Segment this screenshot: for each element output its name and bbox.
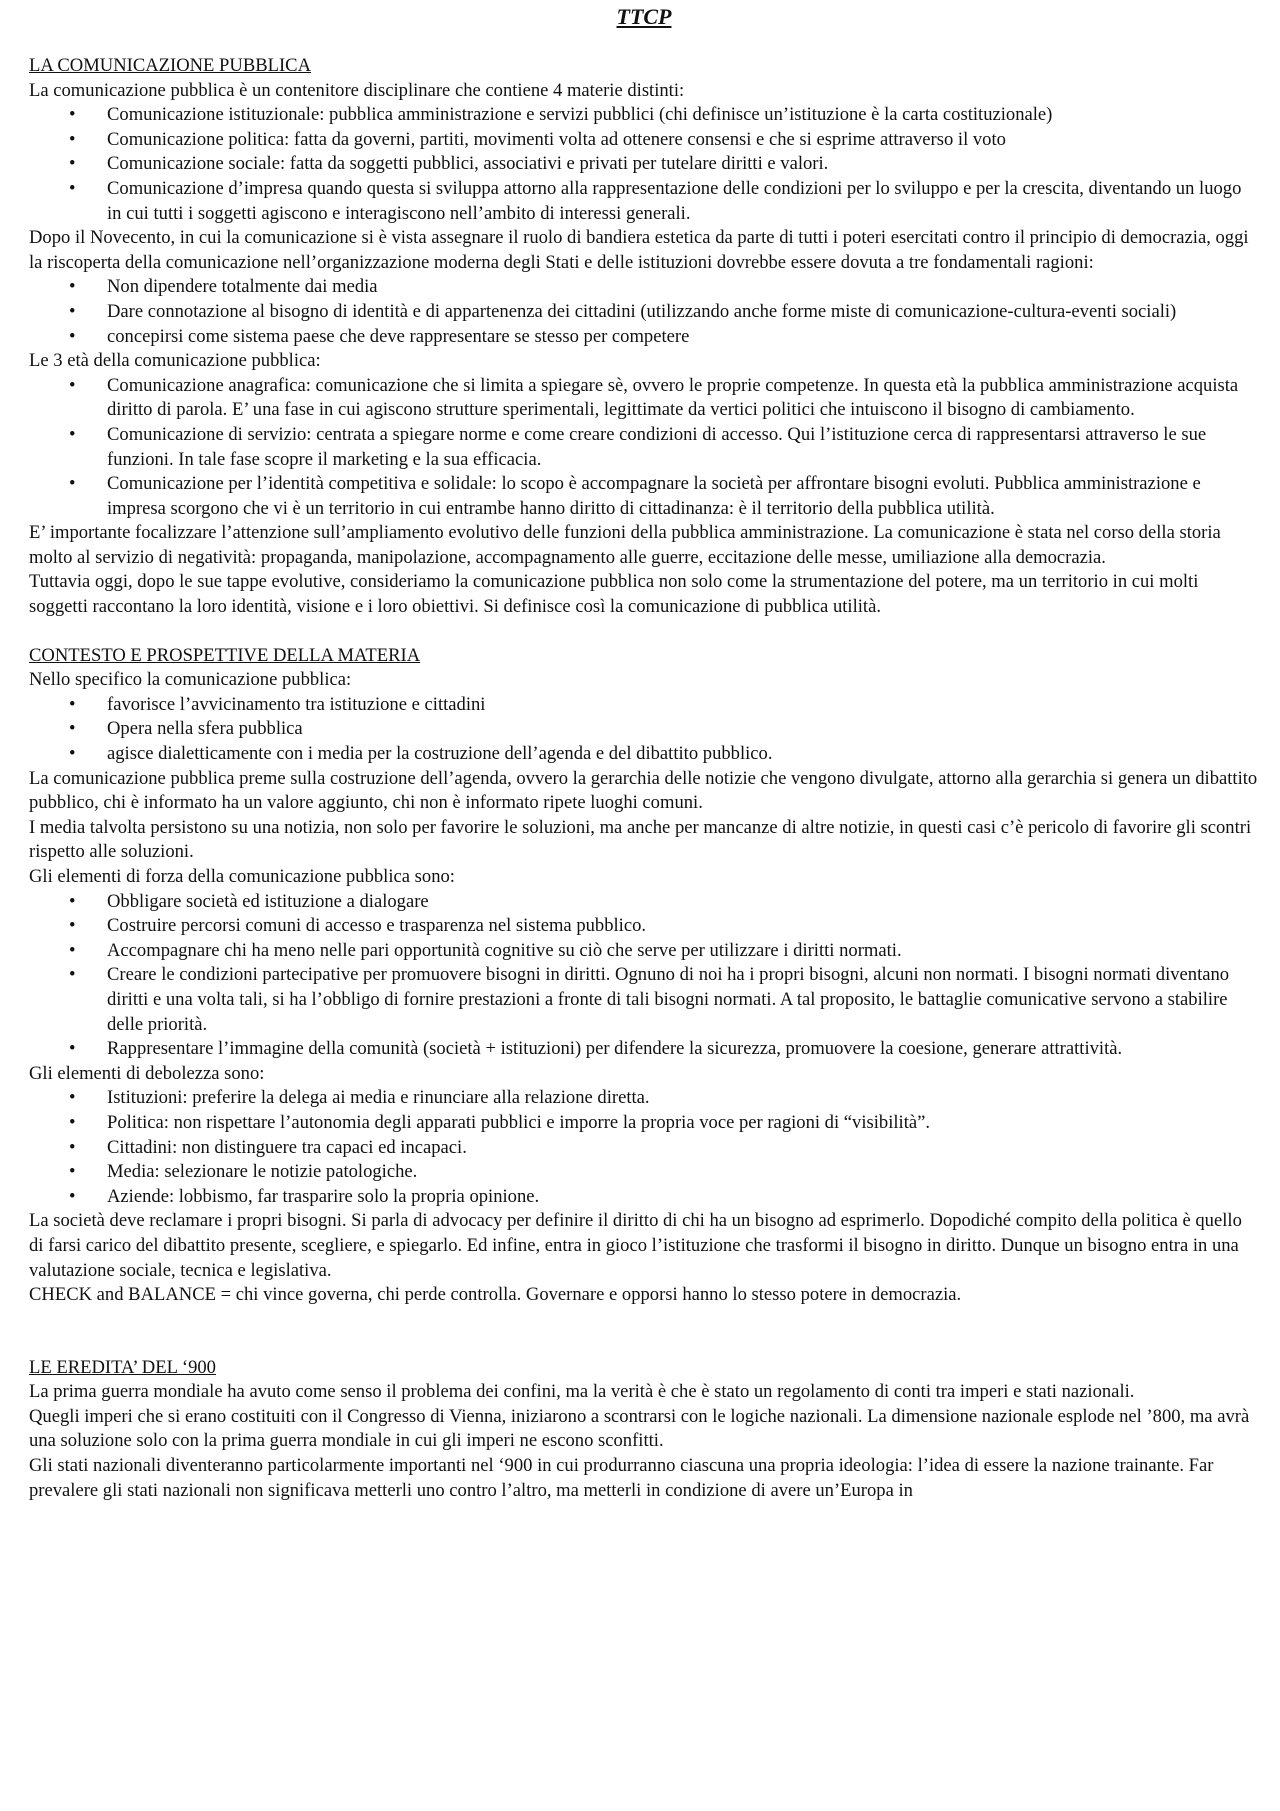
bullet-list — [29, 890, 1259, 1062]
bullet-item: • Obbligare società ed istituzione a dialogare — [29, 890, 1259, 915]
paragraph: Tuttavia oggi, dopo le sue tappe evolutive, consideriamo la comunicazione pubblica non solo come la strumentazione del potere, ma un territorio in cui molti soggetti raccontano la loro identità, visione e i loro obiettivi. Si definisce così la comunicazione di pubblica utilità. — [29, 571, 1199, 618]
bullet-item: • Creare le condizioni partecipative per promuovere bisogni in diritti. Ognuno di noi ha i propri bisogni, alcuni non normati. I bisogni normati diventano diritti e una volta tali, si ha l’obbligo di fornire prestazioni a fronte di tali bisogni normati. A tal proposito, le battaglie comunicative servono a stabilire delle priorità. — [29, 963, 1259, 1037]
section-heading: CONTESTO E PROSPETTIVE DELLA MATERIA — [29, 644, 421, 666]
bullet-list — [29, 103, 1259, 226]
document-body — [29, 54, 1259, 1503]
bullet-item: • Comunicazione istituzionale: pubblica amministrazione e servizi pubblici (chi definisce un’istituzione è la carta costituzionale) — [29, 103, 1259, 128]
paragraph: Le 3 età della comunicazione pubblica: — [29, 350, 321, 372]
bullet-item: • concepirsi come sistema paese che deve rappresentare se stesso per competere — [29, 325, 1259, 350]
bullet-item: • Dare connotazione al bisogno di identità e di appartenenza dei cittadini (utilizzando anche forme miste di comunicazione-cultura-eventi sociali) — [29, 300, 1259, 325]
paragraph: Quegli imperi che si erano costituiti con il Congresso di Vienna, iniziarono a scontrarsi con le logiche nazionali. La dimensione nazionale esplode nel ’800, ma avrà una soluzione solo con la prima guerra mondiale in cui gli imperi ne escono sconfitti. — [29, 1405, 1250, 1452]
bullet-item: • Comunicazione di servizio: centrata a spiegare norme e come creare condizioni di accesso. Qui l’istituzione cerca di rappresentarsi attraverso le sue funzioni. In tale fase scopre il marketing e la sua efficacia. — [29, 423, 1259, 472]
bullet-item: • Opera nella sfera pubblica — [29, 717, 1259, 742]
bullet-item: • favorisce l’avvicinamento tra istituzione e cittadini — [29, 693, 1259, 718]
paragraph: Gli stati nazionali diventeranno particolarmente importanti nel ‘900 in cui produrranno ciascuna una propria ideologia: l’idea di essere la nazione trainante. Far prevalere gli stati nazionali non significava metterli uno contro l’altro, ma metterli in condizione di avere un’Europa in — [29, 1455, 1214, 1501]
paragraph: La comunicazione pubblica preme sulla costruzione dell’agenda, ovvero la gerarchia delle notizie che vengono divulgate, attorno alla gerarchia si genera un dibattito pubblico, chi è informato ha un valore aggiunto, chi non è informato ripete luoghi comuni. — [29, 767, 1258, 814]
document-page — [29, 0, 1259, 1503]
bullet-item: • Comunicazione sociale: fatta da soggetti pubblici, associativi e privati per tutelare diritti e valori. — [29, 152, 1259, 177]
bullet-list — [29, 374, 1259, 522]
bullet-list — [29, 1086, 1259, 1209]
bullet-item: • Istituzioni: preferire la delega ai media e rinunciare alla relazione diretta. — [29, 1086, 1259, 1111]
spacer — [29, 30, 1259, 54]
paragraph: Nello specifico la comunicazione pubblica: — [29, 669, 352, 691]
bullet-item: • Comunicazione d’impresa quando questa si sviluppa attorno alla rappresentazione delle condizioni per lo sviluppo e per la crescita, diventando un luogo in cui tutti i soggetti agiscono e interagiscono nell’ambito di interessi generali. — [29, 177, 1259, 226]
paragraph: La prima guerra mondiale ha avuto come senso il problema dei confini, ma la verità è che è stato un regolamento di conti tra imperi e stati nazionali. — [29, 1381, 1135, 1403]
paragraph: Gli elementi di debolezza sono: — [29, 1062, 265, 1084]
section-spacer — [29, 1308, 1259, 1356]
bullet-item: • Accompagnare chi ha meno nelle pari opportunità cognitive su ciò che serve per utilizzare i diritti normati. — [29, 939, 1259, 964]
paragraph: Dopo il Novecento, in cui la comunicazione si è vista assegnare il ruolo di bandiera estetica da parte di tutti i poteri esercitati contro il principio di democrazia, oggi la riscoperta della comunicazione nell’organizzazione moderna degli Stati e delle istituzioni dovrebbe essere dovuta a tre fondamentali ragioni: — [29, 227, 1249, 273]
bullet-list — [29, 275, 1259, 349]
bullet-item: • Aziende: lobbismo, far trasparire solo la propria opinione. — [29, 1185, 1259, 1210]
paragraph: Gli elementi di forza della comunicazione pubblica sono: — [29, 866, 455, 887]
bullet-list — [29, 693, 1259, 767]
bullet-item: • Media: selezionare le notizie patologiche. — [29, 1160, 1259, 1185]
section-heading: LE EREDITA’ DEL ‘900 — [29, 1356, 216, 1378]
section-heading: LA COMUNICAZIONE PUBBLICA — [29, 55, 312, 76]
paragraph: La società deve reclamare i propri bisogni. Si parla di advocacy per definire il diritto di chi ha un bisogno ad esprimerlo. Dopodiché compito della politica è quello di farsi carico del dibattito presente, scegliere, e spiegarlo. Ed infine, entra in gioco l’istituzione che trasformi il bisogno in diritto. Dunque un bisogno entra in una valutazione sociale, tecnica e legislativa. — [29, 1210, 1242, 1281]
bullet-item: • Comunicazione anagrafica: comunicazione che si limita a spiegare sè, ovvero le proprie competenze. In questa età la pubblica amministrazione acquista diritto di parola. E’ una fase in cui agiscono strutture sperimentali, legittimate da vertici politici che intuiscono il bisogno di cambiamento. — [29, 374, 1259, 423]
bullet-item: • Non dipendere totalmente dai media — [29, 275, 1259, 300]
section — [29, 1356, 1259, 1504]
bullet-item: • Comunicazione per l’identità competitiva e solidale: lo scopo è accompagnare la società per affrontare bisogni evoluti. Pubblica amministrazione e impresa scorgono che vi è un territorio in cui entrambe hanno diritto di cittadinanza: è il territorio della pubblica utilità. — [29, 472, 1259, 521]
section-spacer — [29, 620, 1259, 644]
bullet-item: • agisce dialetticamente con i media per la costruzione dell’agenda e del dibattito pubblico. — [29, 742, 1259, 767]
paragraph: CHECK and BALANCE = chi vince governa, chi perde controlla. Governare e opporsi hanno lo stesso potere in democrazia. — [29, 1284, 962, 1306]
bullet-item: • Rappresentare l’immagine della comunità (società + istituzioni) per difendere la sicurezza, promuovere la coesione, generare attrattività. — [29, 1037, 1259, 1062]
paragraph: La comunicazione pubblica è un contenitore disciplinare che contiene 4 materie distinti: — [29, 79, 685, 101]
bullet-item: • Costruire percorsi comuni di accesso e trasparenza nel sistema pubblico. — [29, 914, 1259, 939]
paragraph: I media talvolta persistono su una notizia, non solo per favorire le soluzioni, ma anche per mancanze di altre notizie, in questi casi c’è pericolo di favorire gli scontri rispetto alle soluzioni. — [29, 816, 1252, 863]
bullet-item: • Comunicazione politica: fatta da governi, partiti, movimenti volta ad ottenere consensi e che si esprime attraverso il voto — [29, 128, 1259, 153]
section — [29, 54, 1259, 620]
bullet-item: • Politica: non rispettare l’autonomia degli apparati pubblici e imporre la propria voce per ragioni di “visibilità”. — [29, 1111, 1259, 1136]
bullet-item: • Cittadini: non distinguere tra capaci ed incapaci. — [29, 1136, 1259, 1161]
section — [29, 644, 1259, 1308]
document-title: TTCP — [616, 4, 672, 29]
paragraph: E’ importante focalizzare l’attenzione sull’ampliamento evolutivo delle funzioni della pubblica amministrazione. La comunicazione è stata nel corso della storia molto al servizio di negatività: propaganda, manipolazione, accompagnamento alle guerre, eccitazione delle messe, umiliazione alla democrazia. — [29, 522, 1221, 568]
